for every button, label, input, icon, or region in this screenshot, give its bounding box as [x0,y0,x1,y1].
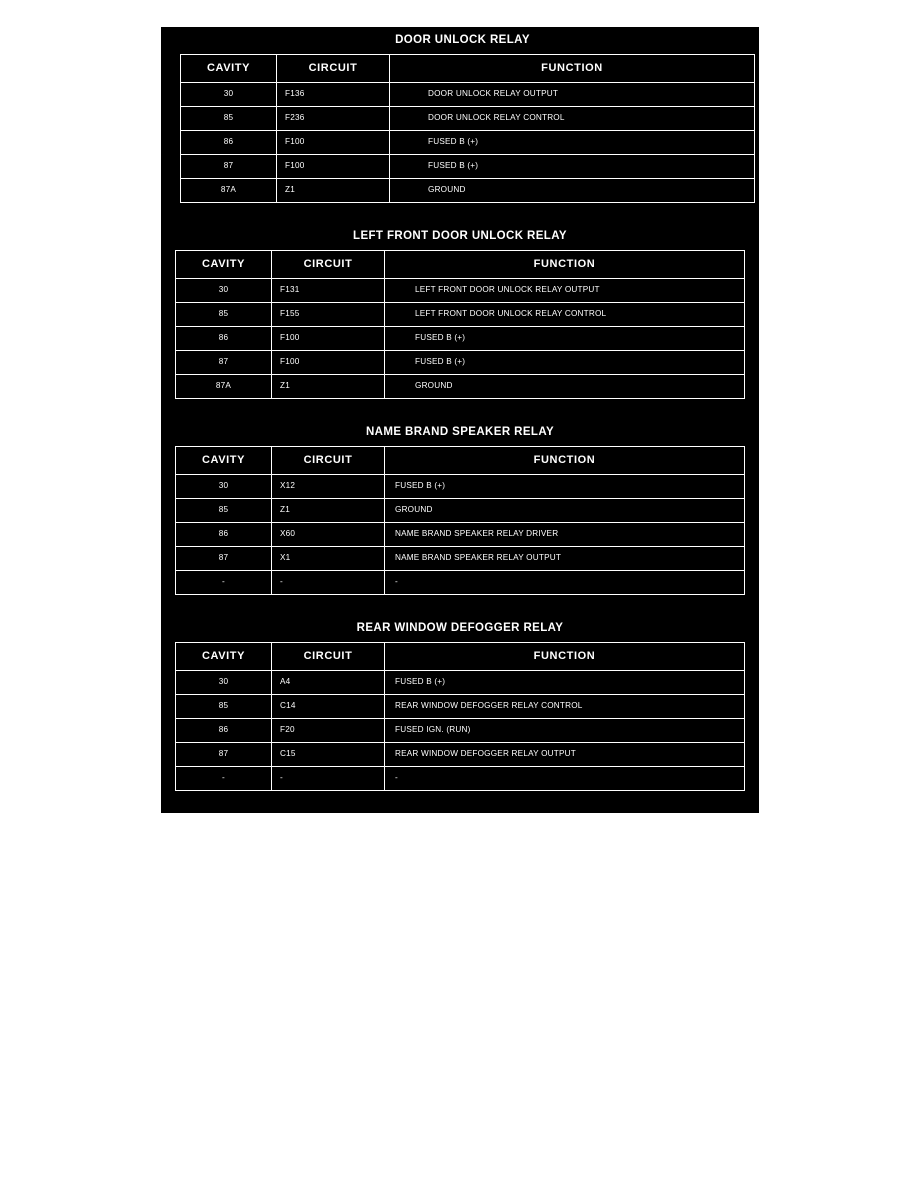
column-header-circuit: CIRCUIT [277,55,390,83]
cell-function: DOOR UNLOCK RELAY CONTROL [390,107,755,131]
column-header-cavity: CAVITY [181,55,277,83]
cell-circuit: F100 [272,327,385,351]
column-header-circuit: CIRCUIT [272,251,385,279]
cell-cavity: 85 [176,499,272,523]
table-row [176,375,745,399]
cell-circuit: F100 [277,131,390,155]
cell-function: REAR WINDOW DEFOGGER RELAY CONTROL [385,695,745,719]
cell-circuit: F100 [272,351,385,375]
relay-table-title: NAME BRAND SPEAKER RELAY [365,426,555,438]
cell-function: LEFT FRONT DOOR UNLOCK RELAY CONTROL [385,303,745,327]
table-row [176,719,745,743]
table-header-row [176,251,745,279]
cell-circuit: F100 [277,155,390,179]
column-header-cavity: CAVITY [176,447,272,475]
cell-cavity: 30 [176,279,272,303]
cell-cavity: 87 [176,351,272,375]
relay-table-block [175,229,745,399]
table-row [181,179,755,203]
cell-cavity: 85 [176,303,272,327]
cell-circuit: X60 [272,523,385,547]
cell-function: - [385,571,745,595]
relay-table-block [175,425,745,595]
cell-function: FUSED B (+) [390,131,755,155]
cell-circuit: - [272,767,385,791]
relay-table [180,54,755,203]
table-header-row [181,55,755,83]
cell-function: NAME BRAND SPEAKER RELAY DRIVER [385,523,745,547]
cell-cavity: 30 [181,83,277,107]
cell-circuit: Z1 [272,375,385,399]
relay-table-title: DOOR UNLOCK RELAY [395,34,530,46]
relay-table-title: LEFT FRONT DOOR UNLOCK RELAY [353,230,567,242]
cell-cavity: 87 [176,743,272,767]
cell-circuit: Z1 [272,499,385,523]
cell-circuit: C15 [272,743,385,767]
relay-table-title: REAR WINDOW DEFOGGER RELAY [356,622,564,634]
cell-circuit: F155 [272,303,385,327]
relay-table [175,642,745,791]
cell-function: LEFT FRONT DOOR UNLOCK RELAY OUTPUT [385,279,745,303]
table-row [176,743,745,767]
cell-function: DOOR UNLOCK RELAY OUTPUT [390,83,755,107]
table-row [181,155,755,179]
cell-function: GROUND [390,179,755,203]
cell-cavity: - [176,767,272,791]
cell-cavity: 86 [181,131,277,155]
cell-function: GROUND [385,499,745,523]
cell-cavity: 87 [176,547,272,571]
relay-table [175,250,745,399]
cell-function: FUSED B (+) [385,327,745,351]
cell-function: GROUND [385,375,745,399]
cell-function: FUSED B (+) [385,475,745,499]
cell-cavity: 30 [176,671,272,695]
cell-circuit: Z1 [277,179,390,203]
table-row [176,279,745,303]
table-row [181,107,755,131]
table-row [176,695,745,719]
table-row [176,351,745,375]
cell-function: FUSED B (+) [385,671,745,695]
table-row [176,547,745,571]
column-header-function: FUNCTION [385,251,745,279]
table-header-row [176,447,745,475]
cell-function: FUSED IGN. (RUN) [385,719,745,743]
column-header-cavity: CAVITY [176,251,272,279]
cell-circuit: F136 [277,83,390,107]
table-row [176,671,745,695]
cell-function: REAR WINDOW DEFOGGER RELAY OUTPUT [385,743,745,767]
cell-circuit: X12 [272,475,385,499]
column-header-function: FUNCTION [385,447,745,475]
column-header-circuit: CIRCUIT [272,447,385,475]
cell-circuit: - [272,571,385,595]
cell-circuit: F236 [277,107,390,131]
cell-cavity: 86 [176,327,272,351]
cell-circuit: X1 [272,547,385,571]
table-row [176,499,745,523]
cell-function: FUSED B (+) [385,351,745,375]
table-row [176,327,745,351]
cell-function: NAME BRAND SPEAKER RELAY OUTPUT [385,547,745,571]
table-row [176,523,745,547]
cell-cavity: 85 [181,107,277,131]
table-row [176,303,745,327]
cell-function: - [385,767,745,791]
column-header-cavity: CAVITY [176,643,272,671]
cell-circuit: F131 [272,279,385,303]
column-header-function: FUNCTION [390,55,755,83]
column-header-function: FUNCTION [385,643,745,671]
relay-table-block [175,33,745,203]
relay-table [175,446,745,595]
cell-cavity: 86 [176,523,272,547]
cell-cavity: 87A [176,375,272,399]
cell-circuit: F20 [272,719,385,743]
relay-table-block [175,621,745,791]
cell-cavity: 85 [176,695,272,719]
column-header-circuit: CIRCUIT [272,643,385,671]
table-row [176,571,745,595]
table-row [176,767,745,791]
cell-circuit: C14 [272,695,385,719]
table-header-row [176,643,745,671]
table-row [176,475,745,499]
cell-cavity: 87 [181,155,277,179]
cell-cavity: 87A [181,179,277,203]
table-row [181,83,755,107]
cell-circuit: A4 [272,671,385,695]
cell-cavity: - [176,571,272,595]
cell-cavity: 86 [176,719,272,743]
table-row [181,131,755,155]
cell-function: FUSED B (+) [390,155,755,179]
relay-chart-panel [161,27,759,813]
cell-cavity: 30 [176,475,272,499]
